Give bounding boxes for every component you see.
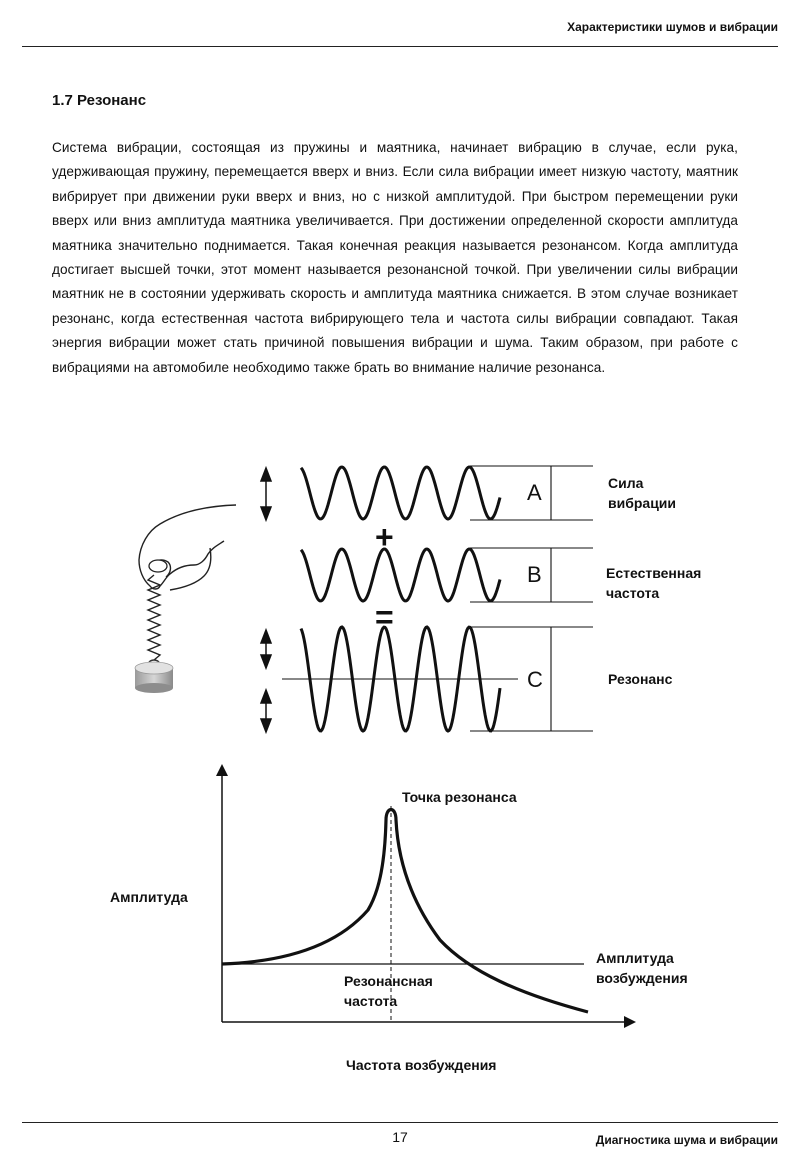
row-b-label-1: Естественная — [606, 565, 702, 581]
motion-arrows — [261, 468, 271, 732]
peak-label: Точка резонанса — [402, 789, 517, 805]
page-number: 17 — [392, 1129, 408, 1145]
weight-icon — [135, 662, 173, 693]
row-b-letter: B — [527, 562, 542, 587]
section-title: 1.7 Резонанс — [52, 92, 147, 109]
waves — [301, 467, 500, 731]
row-a-letter: A — [527, 480, 542, 505]
fingertip-icon — [149, 560, 167, 572]
row-a-label-2: вибрации — [608, 495, 677, 511]
page-footer-rule — [22, 1122, 778, 1123]
resonance-frequency-label-1: Резонансная — [344, 973, 433, 989]
resonance-frequency-label-2: частота — [344, 993, 398, 1009]
row-b-label-2: частота — [606, 585, 660, 601]
plus-sign: + — [375, 519, 394, 555]
body-paragraph: Система вибрации, состоящая из пружины и маятника, начинает вибрацию в случае, если рука, удерживающая пружину, перемещается вверх и вниз. Если сила вибрации имеет низкую частоту, маятник вибрирует при движении руки вверх и вниз, но с низкой амплитудой. При быстром перемещении руки вверх или вниз амплитуда маятника увеличивается. При достижении определенной скорости амплитуда маятника значительно поднимается. Такая конечная реакция называется резонансом. Когда амплитуда достигает высшей точки, этот момент называется резонансной точкой. При увеличении силы вибрации маятник не в состоянии удерживать скорость и амплитуда маятника снижается. В этом случае возникает резонанс, когда естественная частота вибрирующего тела и частота силы вибрации совпадают. Такая энергия вибрации может стать причиной повышения вибрации и шума. Таким образом, при работе с вибрациями на автомобиле необходимо также брать во внимание наличие резонанса. — [52, 140, 738, 375]
x-axis-label: Частота возбуждения — [346, 1057, 497, 1073]
header-title: Характеристики шумов и вибрации — [567, 20, 778, 34]
baseline-label-1: Амплитуда — [596, 950, 674, 966]
wave-b — [301, 549, 500, 601]
wave-a — [301, 467, 500, 519]
row-c-letter: C — [527, 667, 543, 692]
resonance-chart — [110, 770, 688, 1073]
footer-title: Диагностика шума и вибрации — [595, 1133, 778, 1147]
y-axis-label: Амплитуда — [110, 889, 188, 905]
equals-sign: = — [375, 599, 394, 635]
hand-icon — [139, 505, 236, 590]
row-c-label-1: Резонанс — [608, 671, 673, 687]
baseline-label-2: возбуждения — [596, 970, 688, 986]
row-a-label-1: Сила — [608, 475, 644, 491]
hand-spring-illustration — [135, 505, 236, 693]
